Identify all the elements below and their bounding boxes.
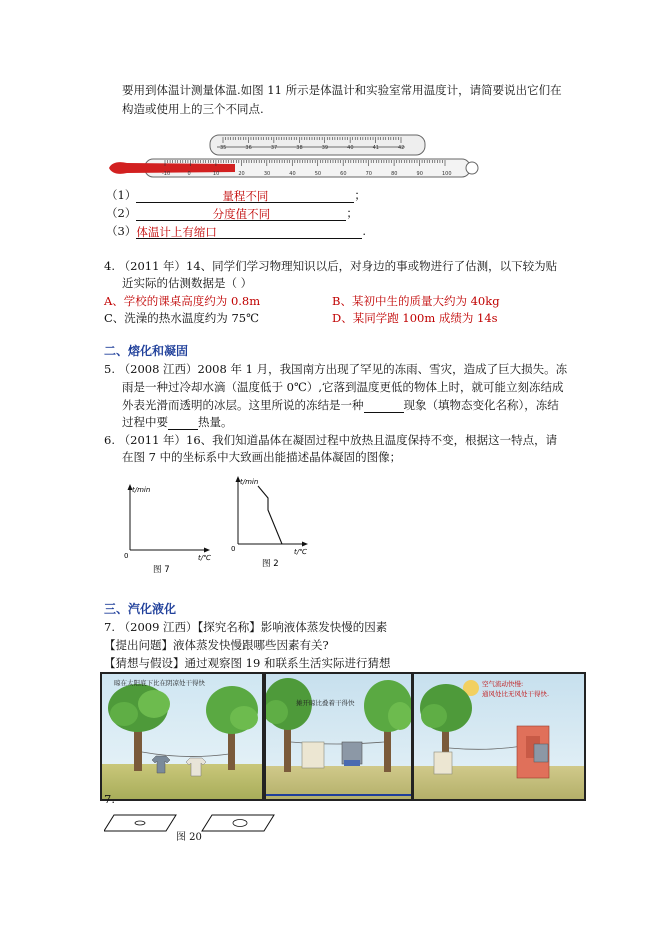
- illustration-sun-vs-shade: [100, 672, 264, 801]
- panel3-caption-line2: 通风处比无风处干得快.: [482, 690, 550, 698]
- q4-option-a[interactable]: A、学校的课桌高度约为 0.8m: [104, 294, 261, 308]
- q6-line1: 6. （2011 年）16、我们知道晶体在凝固过程中放热且温度保持不变，根据这一特点，请: [104, 433, 558, 447]
- q5-blank-2[interactable]: [168, 416, 198, 430]
- q5-line1: 5. （2008 江西）2008 年 1 月，我国南方出现了罕见的冻雨、雪灾，造成了巨大损失。冻: [104, 362, 568, 376]
- q6-line2: 在图 7 中的坐标系中大致画出能描述晶体凝固的图像；: [122, 450, 402, 464]
- clinical-scale-tick-label: 41: [372, 145, 379, 151]
- panel2-caption: 摊开晾比叠着干得快: [296, 699, 355, 707]
- fig2-caption: 图 2: [262, 559, 279, 569]
- answer-blank-1[interactable]: 量程不同: [136, 188, 354, 203]
- section-3-heading: 三、汽化液化: [104, 602, 177, 616]
- q4-option-d[interactable]: D、某同学跑 100m 成绩为 14s: [332, 311, 498, 325]
- thermo-answer-3: （3）体温计上有缩口 .: [106, 224, 366, 239]
- panel1-caption: 晾在太阳底下比在阴凉处干得快: [114, 679, 205, 687]
- illustration-spread-vs-folded: [264, 672, 413, 801]
- q5-line4: 过程中要 热量。: [122, 415, 233, 429]
- lab-scale-tick-label: 80: [391, 171, 398, 177]
- lab-scale-tick-label: 40: [289, 171, 296, 177]
- clinical-scale-tick-label: 38: [296, 145, 303, 151]
- thermo-answer-2: （2） 分度值不同 ；: [106, 206, 358, 221]
- clinical-scale-tick-label: 37: [270, 145, 278, 151]
- section-2-heading: 二、熔化和凝固: [104, 344, 189, 358]
- lab-scale-tick-label: 60: [340, 171, 347, 177]
- clinical-scale-tick-label: 39: [321, 145, 329, 151]
- figure-7-axes[interactable]: [118, 478, 218, 578]
- clinical-scale-tick-label: 35: [220, 145, 227, 151]
- panel3-caption-line1: 空气流动快慢:: [482, 680, 524, 688]
- thermo-intro-line1: 要用到体温计测量体温.如图 11 所示是体温计和实验室常用温度计，请简要说出它们在: [122, 83, 562, 97]
- clinical-scale-tick-label: 36: [245, 145, 252, 151]
- lab-scale-tick-label: 70: [365, 171, 373, 177]
- figure-20-caption: 图 20: [176, 832, 202, 843]
- fig2-origin: 0: [231, 545, 236, 553]
- q5-line2: 雨是一种过冷却水滴（温度低于 0℃）,它落到温度更低的物体上时，就可能立刻冻结成: [122, 380, 564, 394]
- figure-2-graph: [228, 470, 328, 574]
- q5-line3: 外表光滑而透明的冰层。这里所说的冻结是一种 现象（填物态变化名称），冻结: [122, 398, 559, 412]
- lab-scale-tick-label: 90: [416, 171, 423, 177]
- fig7-origin: 0: [124, 552, 129, 560]
- answer-blank-2[interactable]: 分度值不同: [136, 206, 346, 221]
- q5-blank-1[interactable]: [364, 399, 404, 413]
- lab-scale-tick-label: 20: [238, 171, 245, 177]
- thermo-answer-1: （1） 量程不同 ；: [106, 188, 366, 203]
- q7-line3: 【猜想与假设】通过观察图 19 和联系生活实际进行猜想: [104, 656, 391, 670]
- clinical-scale-tick-label: 42: [398, 145, 405, 151]
- fig2-ylabel: t/min: [240, 478, 259, 486]
- fig7-caption: 图 7: [153, 565, 170, 575]
- q7-line2: 【提出问题】液体蒸发快慢跟哪些因素有关?: [104, 638, 329, 652]
- lab-scale-tick-label: 0: [187, 171, 191, 177]
- lab-scale-tick-label: 50: [314, 171, 322, 177]
- thermometer-figure: [105, 133, 485, 185]
- q4-stem-line1: 4. （2011 年）14、同学们学习物理知识以后，对身边的事或物进行了估测，以下较为贴: [104, 259, 558, 273]
- q4-option-b[interactable]: B、某初中生的质量大约为 40kg: [332, 294, 500, 308]
- clinical-scale-tick-label: 40: [347, 145, 354, 151]
- q4-option-c[interactable]: C、洗澡的热水温度约为 75℃: [104, 311, 259, 325]
- lab-scale-tick-label: -10: [162, 171, 171, 177]
- lab-scale-tick-label: 10: [212, 171, 220, 177]
- q7-below-number: 7.: [104, 792, 115, 806]
- fig2-xlabel: t/℃: [294, 548, 307, 556]
- q7-line1: 7. （2009 江西）【探究名称】影响液体蒸发快慢的因素: [104, 620, 388, 634]
- fig7-ylabel: t/min: [132, 486, 151, 494]
- answer-blank-3[interactable]: 体温计上有缩口: [136, 224, 362, 239]
- lab-scale-tick-label: 100: [442, 171, 452, 177]
- fig7-xlabel: t/℃: [198, 554, 211, 562]
- lab-scale-tick-label: 30: [263, 171, 271, 177]
- q4-stem-line2: 近实际的估测数据是（ ）: [122, 276, 253, 290]
- illustration-wind-vs-still: [412, 672, 586, 801]
- thermo-intro-line2: 构造或使用上的三个不同点.: [122, 102, 264, 116]
